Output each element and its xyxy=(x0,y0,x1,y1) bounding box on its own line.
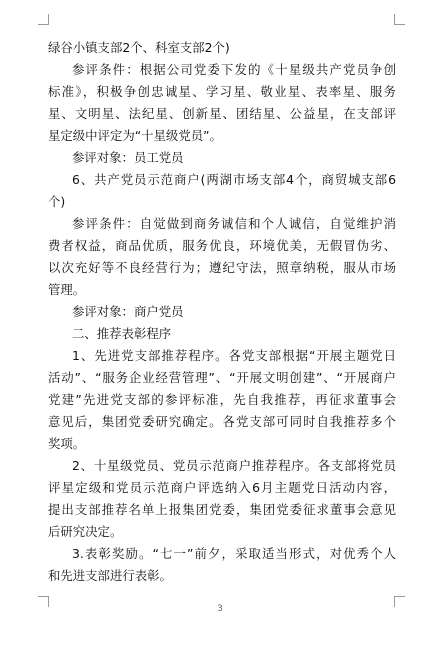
text-line: 2、十星级党员、党员示范商户推荐程序。各支部将党员 xyxy=(72,458,396,473)
text-line: 奖项。 xyxy=(48,436,86,451)
text-line: 以次充好等不良经营行为；遵纪守法，照章纳税，服从市场 xyxy=(48,260,396,275)
text-line: 1、先进党支部推荐程序。各党支部根据“开展主题党日 xyxy=(72,348,396,363)
text-line: 评星定级和党员示范商户评选纳入6月主题党日活动内容， xyxy=(48,480,396,495)
text-line: 个) xyxy=(48,194,66,209)
section-heading: 二、推荐表彰程序 xyxy=(72,326,172,341)
text-line: 参评对象：商户党员 xyxy=(72,304,184,319)
text-line: 3.表彰奖励。“七一”前夕，采取适当形式，对优秀个人 xyxy=(72,546,396,561)
text-line: 星定级中评定为“十星级党员”。 xyxy=(48,128,222,143)
text-line: 活动”、“服务企业经营管理”、“开展文明创建”、“开展商户 xyxy=(48,370,396,385)
text-line: 管理。 xyxy=(48,282,86,297)
text-line: 党建”先进党支部的参评标准，先自我推荐，再征求董事会 xyxy=(48,392,396,407)
text-line: 参评条件：根据公司党委下发的《十星级共产党员争创 xyxy=(72,62,396,77)
page-number: 3 xyxy=(217,604,223,614)
margin-corner-mark-top-right xyxy=(394,14,405,25)
text-line: 意见后，集团党委研究确定。各党支部可同时自我推荐多个 xyxy=(48,414,396,429)
text-line: 费者权益，商品优质，服务优良，环境优美，无假冒伪劣、 xyxy=(48,238,396,253)
text-line: 星、文明星、法纪星、创新星、团结星、公益星，在支部评 xyxy=(48,106,396,121)
text-line: 后研究决定。 xyxy=(48,524,123,539)
text-line: 和先进支部进行表彰。 xyxy=(48,568,172,583)
text-line: 6、共产党员示范商户(两湖市场支部4个，商贸城支部6 xyxy=(72,172,396,187)
text-line: 提出支部推荐名单上报集团党委，集团党委征求董事会意见 xyxy=(48,502,396,517)
text-line: 参评对象：员工党员 xyxy=(72,150,184,165)
text-line: 标准》，积极争创忠诚星、学习星、敬业星、表率星、服务 xyxy=(48,84,396,99)
text-line: 参评条件：自觉做到商务诚信和个人诚信，自觉维护消 xyxy=(72,216,396,231)
margin-corner-mark-top-left xyxy=(38,14,49,25)
text-line: 绿谷小镇支部2个、科室支部2个) xyxy=(48,40,230,55)
